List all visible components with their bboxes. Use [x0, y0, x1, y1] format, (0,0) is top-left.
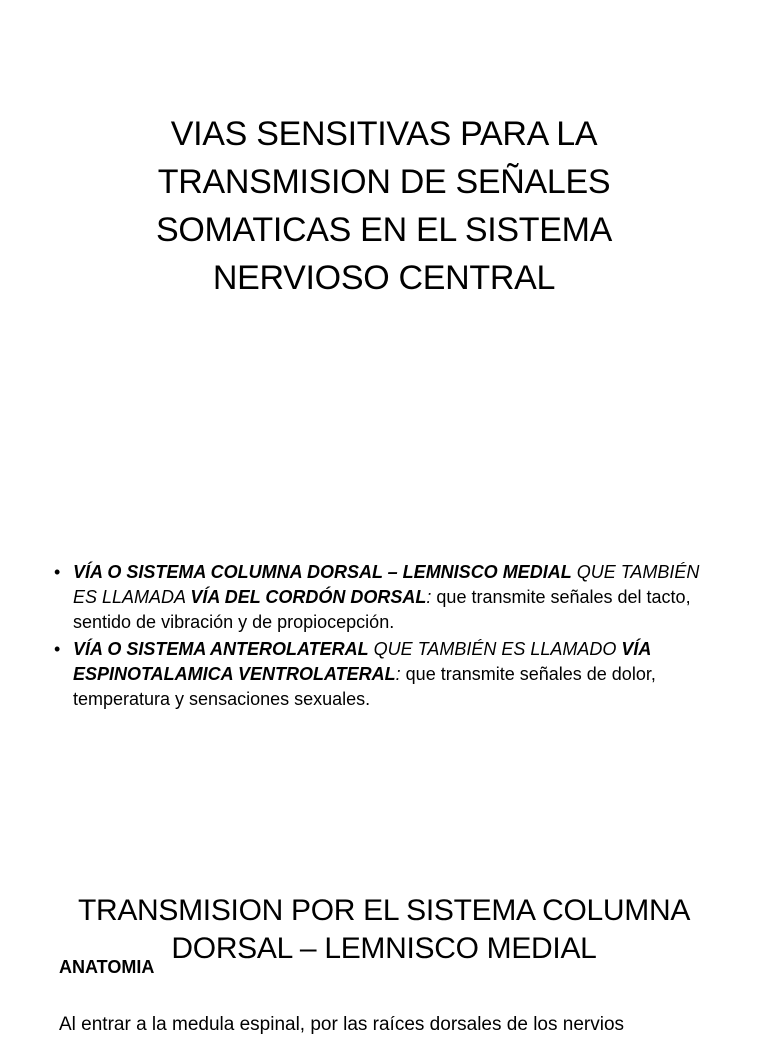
bullet-term: VÍA O SISTEMA ANTEROLATERAL	[73, 639, 369, 659]
bullet-description: que transmite señales de dolor, temperatura y sensaciones sexuales.	[73, 664, 656, 709]
bullet-item-dorsal-column	[52, 560, 720, 635]
bullet-colon: :	[395, 664, 401, 684]
slide-title-line: NERVIOSO CENTRAL	[212, 259, 556, 297]
bullet-marker: •	[54, 562, 61, 582]
bullet-marker: •	[54, 639, 61, 659]
bullet-list	[52, 560, 720, 714]
slide-title	[100, 110, 668, 302]
slide-title-line: TRANSMISION DE SEÑALES	[157, 163, 611, 201]
section-title: TRANSMISION POR EL SISTEMA COLUMNA DORSAL – LEMNISCO MEDIAL	[77, 894, 691, 965]
bullet-connector: QUE TAMBIÉN ES LLAMADA	[73, 562, 700, 607]
bullet-colon: :	[426, 587, 432, 607]
bullet-term: VÍA O SISTEMA COLUMNA DORSAL – LEMNISCO MEDIAL	[73, 562, 572, 582]
bullet-connector: QUE TAMBIÉN ES LLAMADO	[368, 639, 622, 659]
anatomy-heading: ANATOMIA	[59, 957, 155, 977]
bullet-alias: VÍA ESPINOTALAMICA VENTROLATERAL	[73, 639, 651, 684]
bullet-item-anterolateral	[52, 637, 720, 712]
anatomy-paragraph: Al entrar a la medula espinal, por las raíces dorsales de los nervios	[59, 1014, 625, 1035]
bullet-alias: VÍA DEL CORDÓN DORSAL	[190, 587, 427, 607]
slide-title-line: SOMATICAS EN EL SISTEMA	[156, 211, 612, 249]
bullet-description: que transmite señales del tacto, sentido de vibración y de propiocepción.	[73, 587, 691, 632]
slide-title-line: VIAS SENSITIVAS PARA LA	[170, 115, 598, 153]
